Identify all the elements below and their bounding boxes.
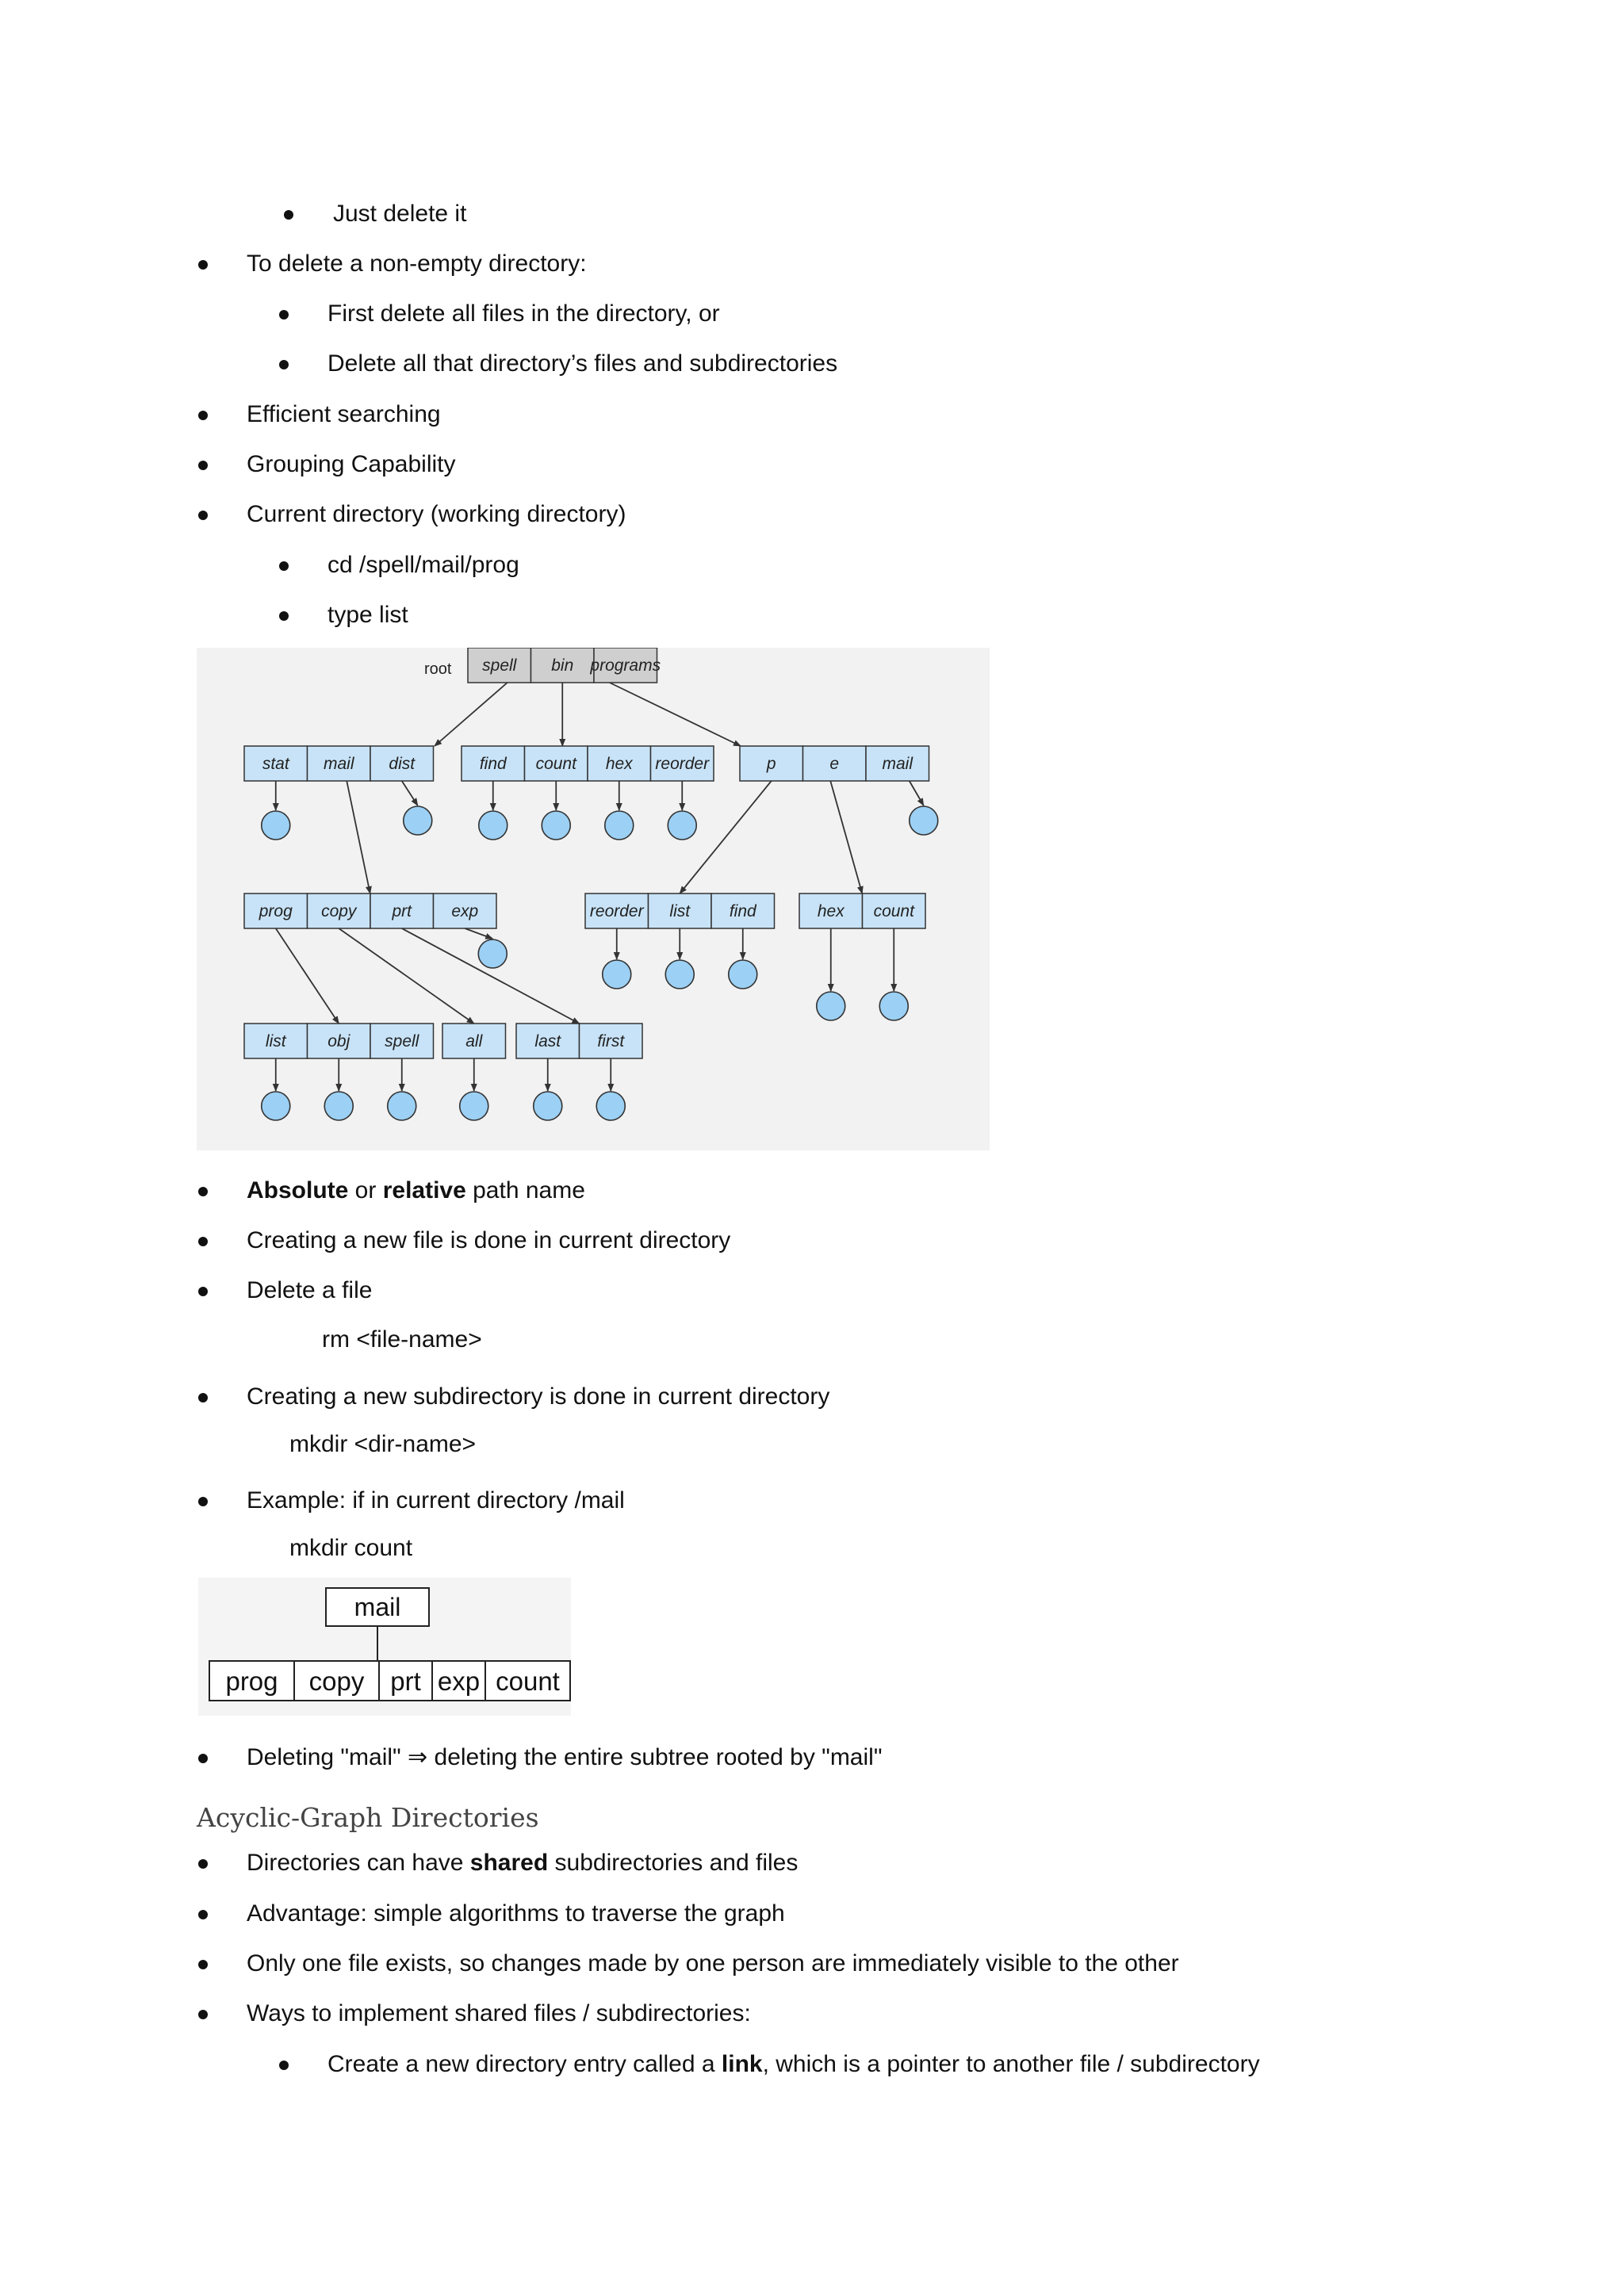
section-heading: Acyclic-Graph Directories — [197, 1802, 539, 1833]
directory-reorder-list-find — [585, 894, 775, 928]
dir-entry-label: count — [535, 755, 576, 773]
text-line: Just delete it — [333, 201, 467, 227]
text-line-absolute-relative — [247, 1175, 585, 1207]
file-node — [910, 806, 938, 835]
bullet — [198, 1960, 208, 1969]
bullet — [198, 1754, 208, 1763]
dir-entry-label: e — [829, 755, 840, 773]
bullet — [279, 2061, 289, 2070]
dir-entry-label: count — [873, 902, 914, 920]
text-line: To delete a non-empty directory: — [247, 251, 587, 277]
dir-entry-label: spell — [385, 1032, 419, 1050]
file-node — [596, 1092, 625, 1120]
bullet — [198, 511, 208, 520]
bullet — [198, 2010, 208, 2019]
directory-p-e-mail — [740, 746, 929, 781]
directory-last-first — [516, 1024, 642, 1058]
bullet — [198, 411, 208, 420]
file-node — [460, 1092, 488, 1120]
directory-stat-mail-dist — [244, 746, 434, 781]
dir-entry-label: programs — [590, 656, 661, 675]
mini-entry-label: count — [496, 1667, 560, 1696]
mini-entry-label: prt — [390, 1667, 421, 1696]
text-post: , which is a pointer to another file / subdirectory — [762, 2051, 1260, 2077]
text-line: Creating a new file is done in current directory — [247, 1227, 731, 1253]
mail-subdirectory-diagram — [198, 1578, 571, 1716]
text-line: Creating a new subdirectory is done in current directory — [247, 1383, 830, 1410]
dir-entry-label: prt — [392, 902, 412, 920]
text-line-link — [327, 2049, 1260, 2080]
root-label: root — [424, 660, 452, 678]
mail-children-directory — [209, 1661, 570, 1701]
dir-entry-label: prog — [259, 902, 293, 920]
dir-entry-label: hex — [605, 755, 633, 773]
dir-entry-label: last — [534, 1032, 561, 1050]
directory-prog-copy-prt-exp — [244, 894, 496, 928]
text-post: subdirectories and files — [548, 1850, 799, 1876]
file-node — [603, 960, 631, 989]
file-node — [262, 1092, 290, 1120]
bullet — [279, 611, 289, 621]
bullet — [198, 1187, 208, 1196]
dir-entry-label: hex — [817, 902, 845, 920]
command-rm: rm <file-name> — [322, 1326, 482, 1353]
text-or: or — [348, 1177, 383, 1203]
dir-entry-label: spell — [482, 656, 517, 675]
dir-entry-label: list — [265, 1032, 286, 1050]
dir-entry-label: find — [729, 902, 756, 920]
text-line: Grouping Capability — [247, 451, 456, 477]
file-node — [478, 939, 507, 968]
file-node — [668, 811, 696, 840]
command-mkdir: mkdir <dir-name> — [289, 1431, 477, 1457]
dir-entry-label: reorder — [655, 755, 710, 773]
bold-absolute: Absolute — [247, 1177, 349, 1203]
bullet — [279, 360, 289, 369]
dir-entry-label: obj — [327, 1032, 350, 1050]
directory-list-obj-spell — [244, 1024, 434, 1058]
text-line: Only one file exists, so changes made by one person are immediately visible to the other — [247, 1950, 1179, 1976]
text-pre: Directories can have — [247, 1850, 470, 1876]
bullet — [198, 1497, 208, 1506]
bold-shared: shared — [469, 1850, 549, 1876]
dir-entry-label: copy — [321, 902, 357, 920]
bullet — [198, 461, 208, 470]
bullet — [198, 1393, 208, 1402]
file-node — [605, 811, 634, 840]
dir-entry-label: bin — [551, 656, 574, 675]
mini-entry-label: prog — [225, 1667, 278, 1696]
bullet — [279, 561, 289, 571]
dir-entry-label: dist — [389, 755, 416, 773]
file-node — [262, 811, 290, 840]
bullet — [198, 260, 208, 270]
bullet — [284, 210, 293, 220]
text-line: cd /spell/mail/prog — [327, 552, 519, 578]
text-line: Example: if in current directory /mail — [247, 1487, 625, 1513]
bullet — [198, 1859, 208, 1869]
text-line: First delete all files in the directory, or — [327, 300, 720, 327]
mini-entry-label: copy — [308, 1667, 365, 1696]
text-path-name: path name — [465, 1177, 585, 1203]
dir-entry-label: mail — [323, 755, 354, 773]
command-mkdir-count: mkdir count — [289, 1535, 413, 1561]
bold-relative: relative — [382, 1177, 466, 1203]
dir-entry-label: exp — [451, 902, 479, 920]
directory-all — [442, 1024, 506, 1058]
file-node — [665, 960, 694, 989]
file-node — [479, 811, 508, 840]
root-directory — [468, 648, 661, 683]
directory-tree-diagram — [197, 648, 990, 1150]
file-node — [534, 1092, 562, 1120]
dir-entry-label: list — [669, 902, 691, 920]
dir-entry-label: all — [465, 1032, 483, 1050]
bullet — [279, 310, 289, 320]
dir-entry-label: stat — [262, 755, 289, 773]
text-line: Delete all that directory’s files and subdirectories — [327, 350, 838, 377]
dir-entry-label: reorder — [589, 902, 644, 920]
file-node — [404, 806, 432, 835]
text-pre: Create a new directory entry called a — [327, 2051, 722, 2077]
text-line: Advantage: simple algorithms to traverse the graph — [247, 1900, 785, 1927]
mini-entry-label: exp — [437, 1667, 481, 1696]
file-node — [817, 992, 845, 1020]
bullet — [198, 1910, 208, 1919]
file-node — [729, 960, 757, 989]
text-line: Ways to implement shared files / subdirectories: — [247, 2000, 751, 2026]
dir-entry-label: mail — [882, 755, 914, 773]
file-node — [879, 992, 908, 1020]
directory-find-count-hex-reorder — [462, 746, 714, 781]
text-line-shared — [247, 1847, 798, 1879]
dir-entry-label: p — [766, 755, 776, 773]
text-line: Delete a file — [247, 1277, 373, 1303]
dir-entry-label: find — [479, 755, 507, 773]
dir-entry-label: first — [597, 1032, 625, 1050]
bullet — [198, 1237, 208, 1246]
file-node — [388, 1092, 416, 1120]
text-line: type list — [327, 602, 408, 628]
file-node — [542, 811, 570, 840]
bold-link: link — [721, 2051, 763, 2077]
text-line: Current directory (working directory) — [247, 501, 626, 527]
directory-hex-count — [799, 894, 925, 928]
text-line: Efficient searching — [247, 401, 441, 427]
bullet — [198, 1287, 208, 1296]
mail-label: mail — [354, 1593, 401, 1621]
file-node — [324, 1092, 353, 1120]
text-line: Deleting "mail" ⇒ deleting the entire subtree rooted by "mail" — [247, 1744, 883, 1770]
